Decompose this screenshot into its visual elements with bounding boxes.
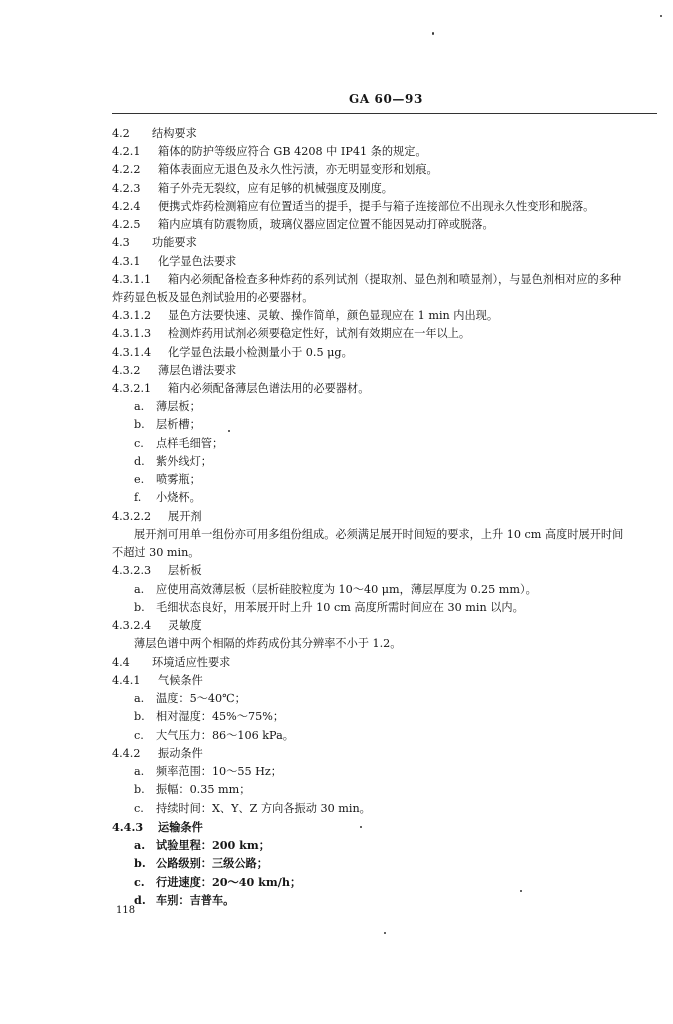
text-line [134,838,270,852]
clause-text: 箱体表面应无退色及永久性污渍，亦无明显变形和划痕。 [158,163,438,176]
clause-number: b. [134,783,145,796]
text-line [134,400,201,414]
clause-text: 紫外线灯； [156,455,212,468]
clause-number: a. [134,400,145,413]
clause-number: 4.2.1 [112,145,141,158]
text-line [112,564,202,578]
clause-text: 层析槽； [156,418,201,431]
text-line [112,619,202,633]
clause-number: 4.3.2.1 [112,382,152,395]
clause-number: a. [134,583,145,596]
clause-text: 相对湿度：45%～75%； [156,710,285,723]
clause-number: 4.3.2.3 [112,564,152,577]
text-line [134,802,371,816]
clause-number: 4.4.2 [112,747,141,760]
clause-text: 箱子外壳无裂纹，应有足够的机械强度及刚度。 [158,182,393,195]
text-line [112,364,236,378]
clause-number: c. [134,437,144,450]
text-line [112,163,438,177]
clause-text: 显色方法要快速、灵敏、操作简单，颜色显现应在 1 min 内出现。 [168,309,499,322]
scan-speck [360,826,362,828]
clause-number: 4.2 [112,127,130,140]
text-line [112,236,197,250]
clause-text: 试验里程：200 km； [156,838,270,852]
clause-number: d. [134,893,146,907]
text-line [112,327,470,341]
clause-number: 4.3.1.4 [112,346,152,359]
clause-text: 车别：吉普车。 [156,893,235,907]
text-line [112,218,494,232]
page-number: 118 [116,905,136,916]
clause-number: 4.2.4 [112,200,141,213]
clause-text: 持续时间：X、Y、Z 方向各振动 30 min。 [156,802,371,815]
clause-number: 4.3.2.4 [112,619,152,632]
clause-text: 应使用高效薄层板（层析硅胶粒度为 10～40 μm，薄层厚度为 0.25 mm）。 [156,583,537,596]
scan-speck [660,15,662,17]
text-line [112,656,230,670]
clause-text: 箱内应填有防震物质，玻璃仪器应固定位置不能因晃动打碎或脱落。 [158,218,494,231]
clause-text: 不超过 30 min。 [112,546,200,559]
text-line [134,875,301,889]
text-line [112,309,498,323]
clause-text: 振动条件 [158,747,203,760]
clause-text: 环境适应性要求 [152,656,231,669]
text-line [134,491,201,505]
standard-code-header: GA 60—93 [349,92,423,106]
clause-text: 结构要求 [152,127,197,140]
clause-text: 箱内必须配备检查多种炸药的系列试剂（提取剂、显色剂和喷显剂），与显色剂相对应的多种 [168,273,622,286]
text-line [134,893,234,907]
clause-text: 公路级别：三级公路； [156,856,268,870]
clause-text: 展开剂可用单一组份亦可用多组份组成。必须满足展开时间短的要求，上升 10 cm 高度时展开时间 [134,528,624,541]
clause-text: 便携式炸药检测箱应有位置适当的提手，提手与箱子连接部位不出现永久性变形和脱落。 [158,200,595,213]
header-rule [112,113,657,114]
clause-text: 大气压力：86～106 kPa。 [156,729,294,742]
text-line [134,437,223,451]
clause-text: 检测炸药用试剂必须要稳定性好，试剂有效期应在一年以上。 [168,327,471,340]
text-line [112,382,369,396]
clause-number: 4.4.3 [112,820,144,834]
clause-number: 4.3.1.2 [112,309,152,322]
clause-number: c. [134,875,145,889]
clause-number: a. [134,838,146,852]
clause-text: 箱体的防护等级应符合 GB 4208 中 IP41 条的规定。 [158,145,427,158]
clause-number: c. [134,802,144,815]
clause-number: d. [134,455,145,468]
clause-number: 4.3.1.3 [112,327,152,340]
clause-text: 薄层色谱中两个相隔的炸药成份其分辨率不小于 1.2。 [134,637,402,650]
clause-text: 化学显色法要求 [158,255,237,268]
text-line [112,182,393,196]
clause-text: 点样毛细管； [156,437,224,450]
clause-number: a. [134,692,145,705]
scan-speck [520,890,522,892]
clause-number: a. [134,765,145,778]
clause-text: 展开剂 [168,510,202,523]
clause-number: 4.4 [112,656,130,669]
clause-number: 4.3.2.2 [112,510,152,523]
clause-text: 薄层色谱法要求 [158,364,237,377]
text-line [112,346,353,360]
clause-number: 4.2.3 [112,182,141,195]
clause-text: 频率范围：10～55 Hz； [156,765,282,778]
clause-text: 喷雾瓶； [156,473,201,486]
text-line [112,674,203,688]
clause-number: b. [134,856,146,870]
text-line [112,127,197,141]
clause-number: 4.3.1 [112,255,141,268]
clause-text: 箱内必须配备薄层色谱法用的必要器材。 [168,382,370,395]
clause-text: 薄层板； [156,400,201,413]
text-line [134,710,284,724]
clause-number: 4.2.5 [112,218,141,231]
text-line [134,455,212,469]
clause-number: 4.3.2 [112,364,141,377]
clause-text: 毛细状态良好，用苯展开时上升 10 cm 高度所需时间应在 30 min 以内。 [156,601,524,614]
text-line [112,291,313,305]
scan-speck [432,32,434,35]
clause-number: b. [134,418,145,431]
clause-text: 振幅：0.35 mm； [156,783,251,796]
text-line [134,601,524,615]
clause-text: 气候条件 [158,674,203,687]
text-line [134,583,537,597]
text-line [134,637,401,651]
text-line [112,200,594,214]
text-line [134,418,201,432]
text-line [112,273,621,287]
clause-text: 炸药显色板及显色剂试验用的必要器材。 [112,291,314,304]
text-line [134,856,268,870]
clause-text: 灵敏度 [168,619,202,632]
clause-number: b. [134,601,145,614]
clause-text: 行进速度：20～40 km/h； [156,875,302,889]
text-line [134,765,282,779]
text-line [112,546,200,560]
text-line [112,145,427,159]
scan-speck [228,430,230,432]
scan-speck [384,932,386,934]
text-line [112,510,202,524]
clause-text: 温度：5～40℃； [156,692,246,705]
clause-number: 4.4.1 [112,674,141,687]
text-line [134,692,246,706]
text-line [134,528,623,542]
text-line [112,255,236,269]
clause-text: 化学显色法最小检测量小于 0.5 μg。 [168,346,353,359]
text-line [134,783,250,797]
clause-number: 4.3.1.1 [112,273,152,286]
clause-text: 运输条件 [158,820,203,834]
text-line [134,729,294,743]
text-line [112,820,203,834]
text-line [134,473,201,487]
clause-number: 4.2.2 [112,163,141,176]
clause-text: 小烧杯。 [156,491,201,504]
text-line [112,747,203,761]
clause-number: c. [134,729,144,742]
clause-number: b. [134,710,145,723]
clause-number: f. [134,491,142,504]
clause-text: 功能要求 [152,236,197,249]
clause-text: 层析板 [168,564,202,577]
clause-number: e. [134,473,145,486]
clause-number: 4.3 [112,236,130,249]
